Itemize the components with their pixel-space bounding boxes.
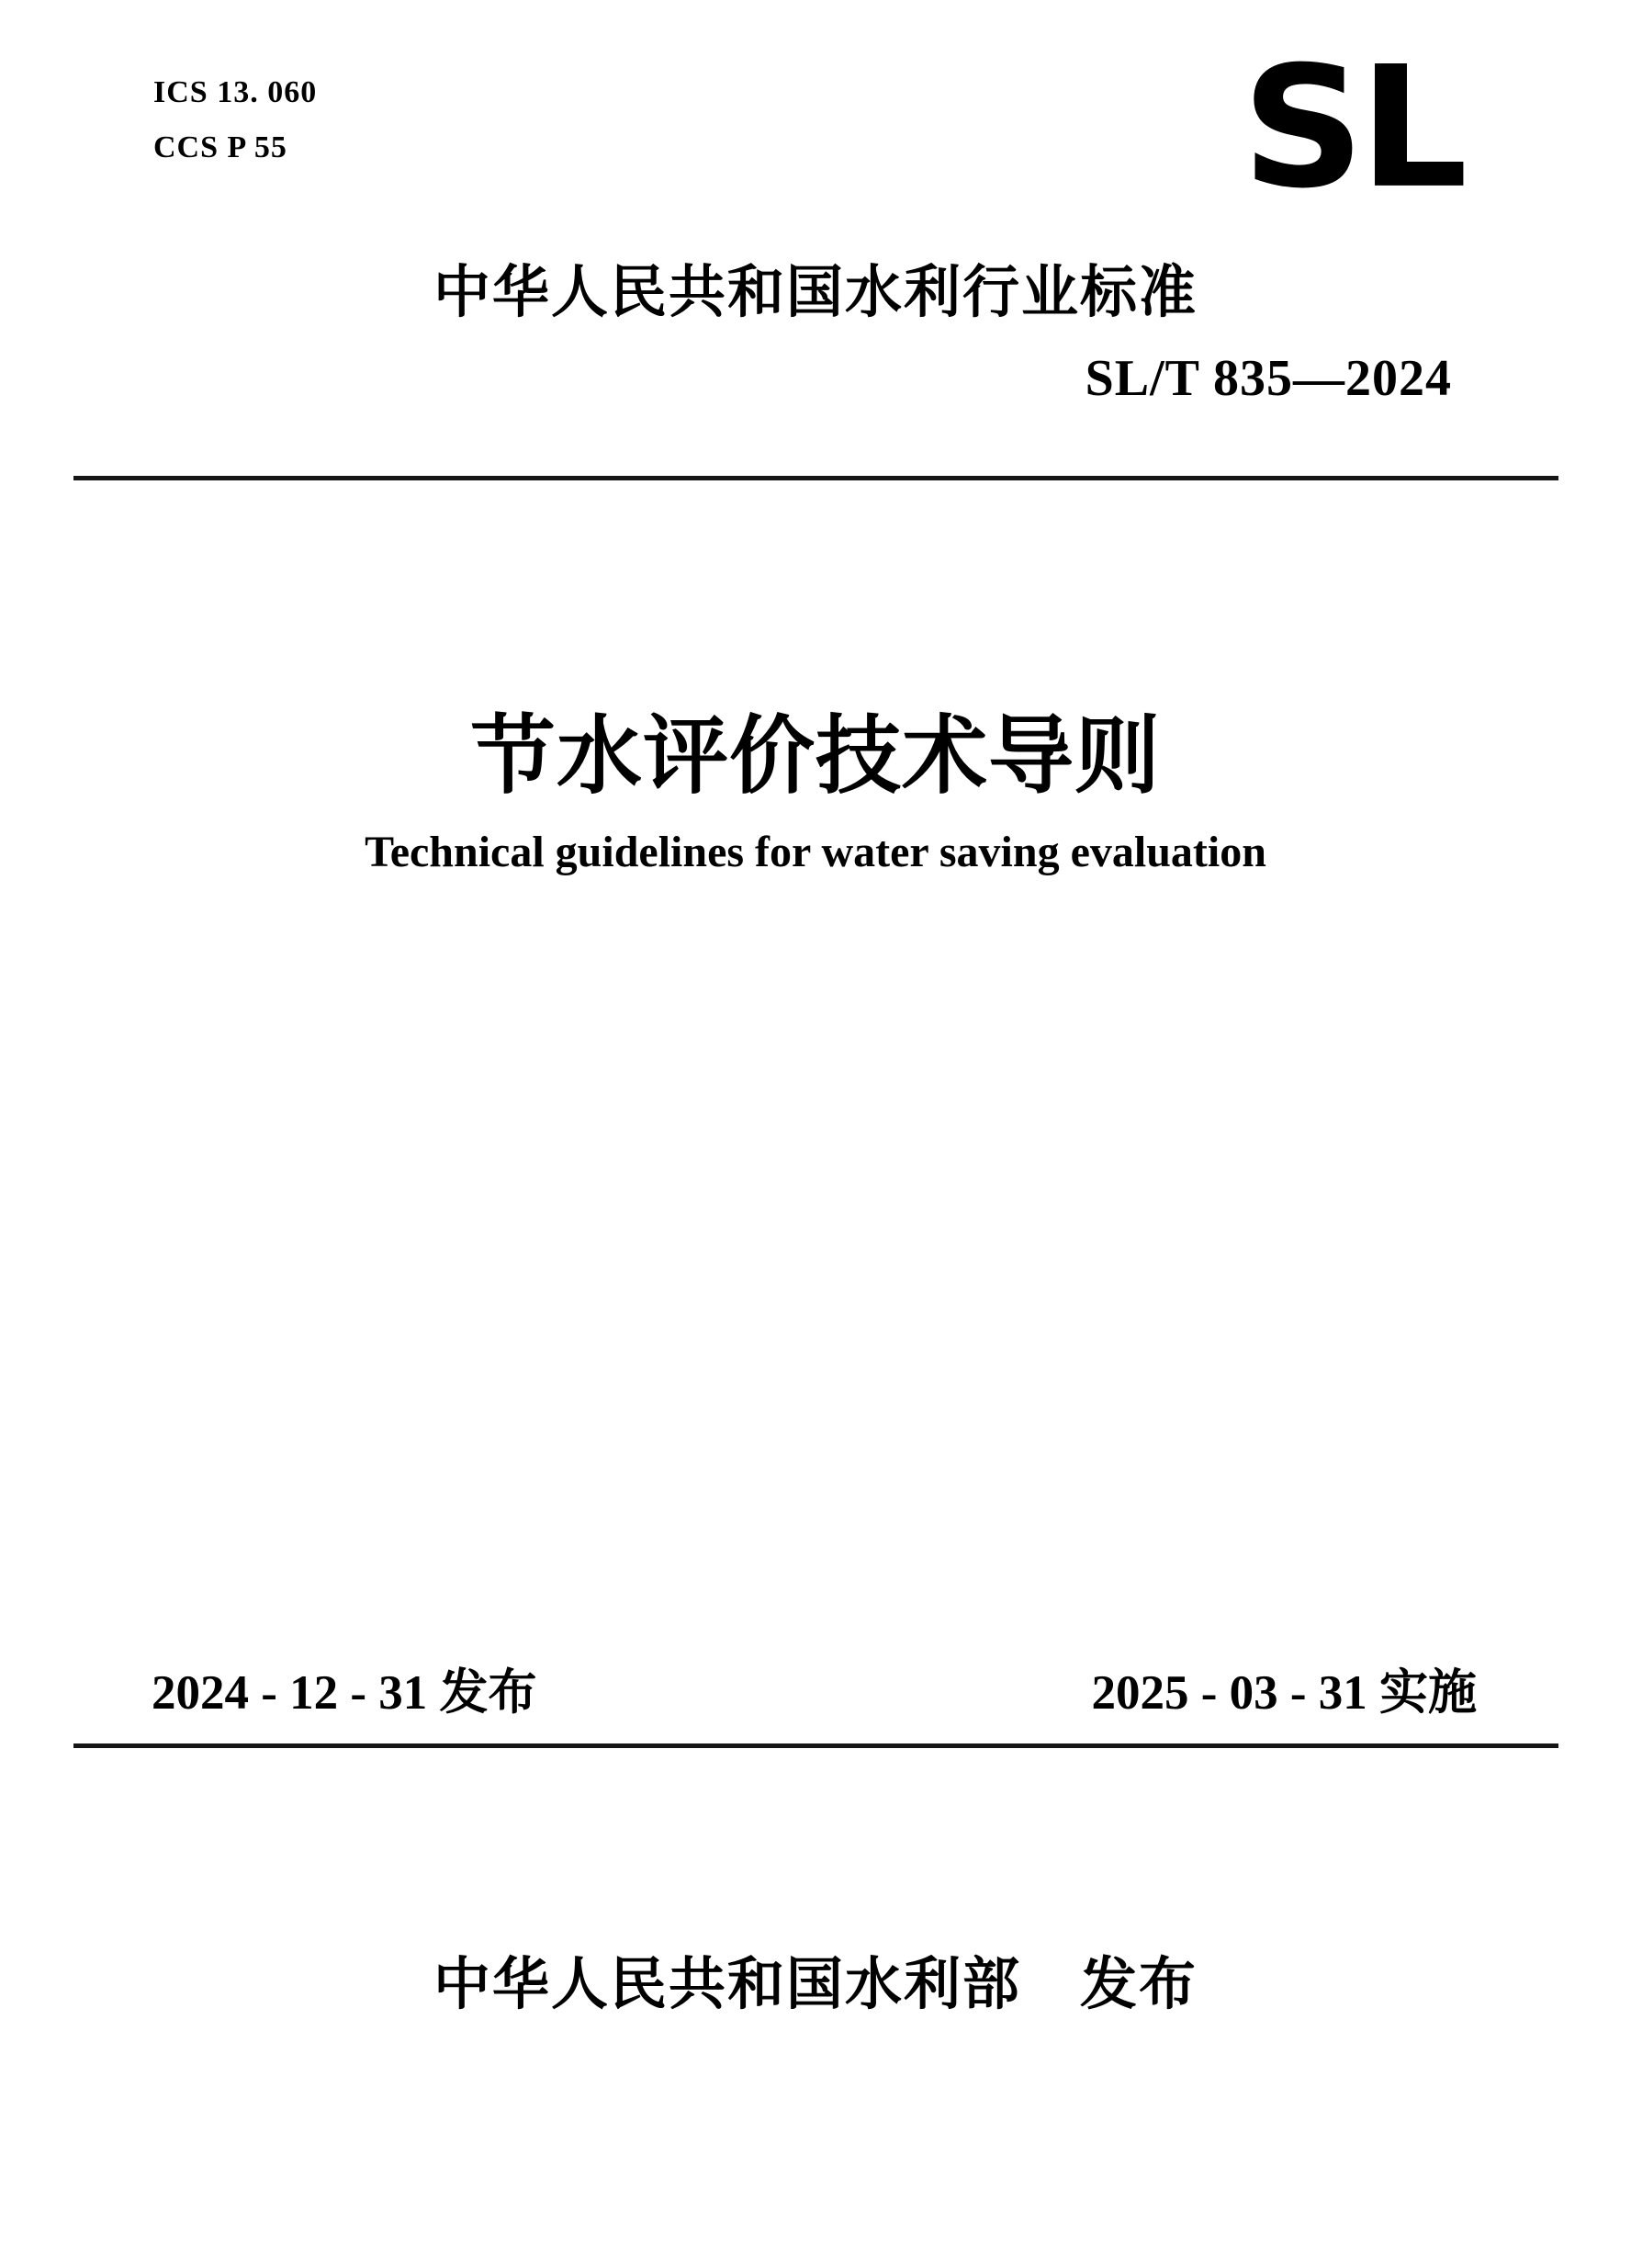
document-title-english: Technical guidelines for water saving evaluation	[365, 828, 1266, 876]
bottom-divider-rule	[73, 1743, 1558, 1748]
ics-code: ICS 13. 060	[153, 75, 318, 109]
top-divider-rule	[73, 476, 1558, 480]
implement-date: 2025 - 03 - 31 实施	[1091, 1666, 1477, 1720]
standard-category-title: 中华人民共和国水利行业标准	[433, 258, 1198, 325]
sl-logo: SL	[1242, 29, 1463, 225]
date-row	[0, 1653, 1631, 1723]
ccs-code: CCS P 55	[153, 130, 287, 164]
document-title-chinese: 节水评价技术导则	[470, 706, 1161, 806]
standard-number: SL/T 835—2024	[1085, 350, 1452, 407]
issue-date: 2024 - 12 - 31 发布	[152, 1666, 537, 1720]
publisher-line: 中华人民共和国水利部 发布	[433, 1950, 1198, 2017]
